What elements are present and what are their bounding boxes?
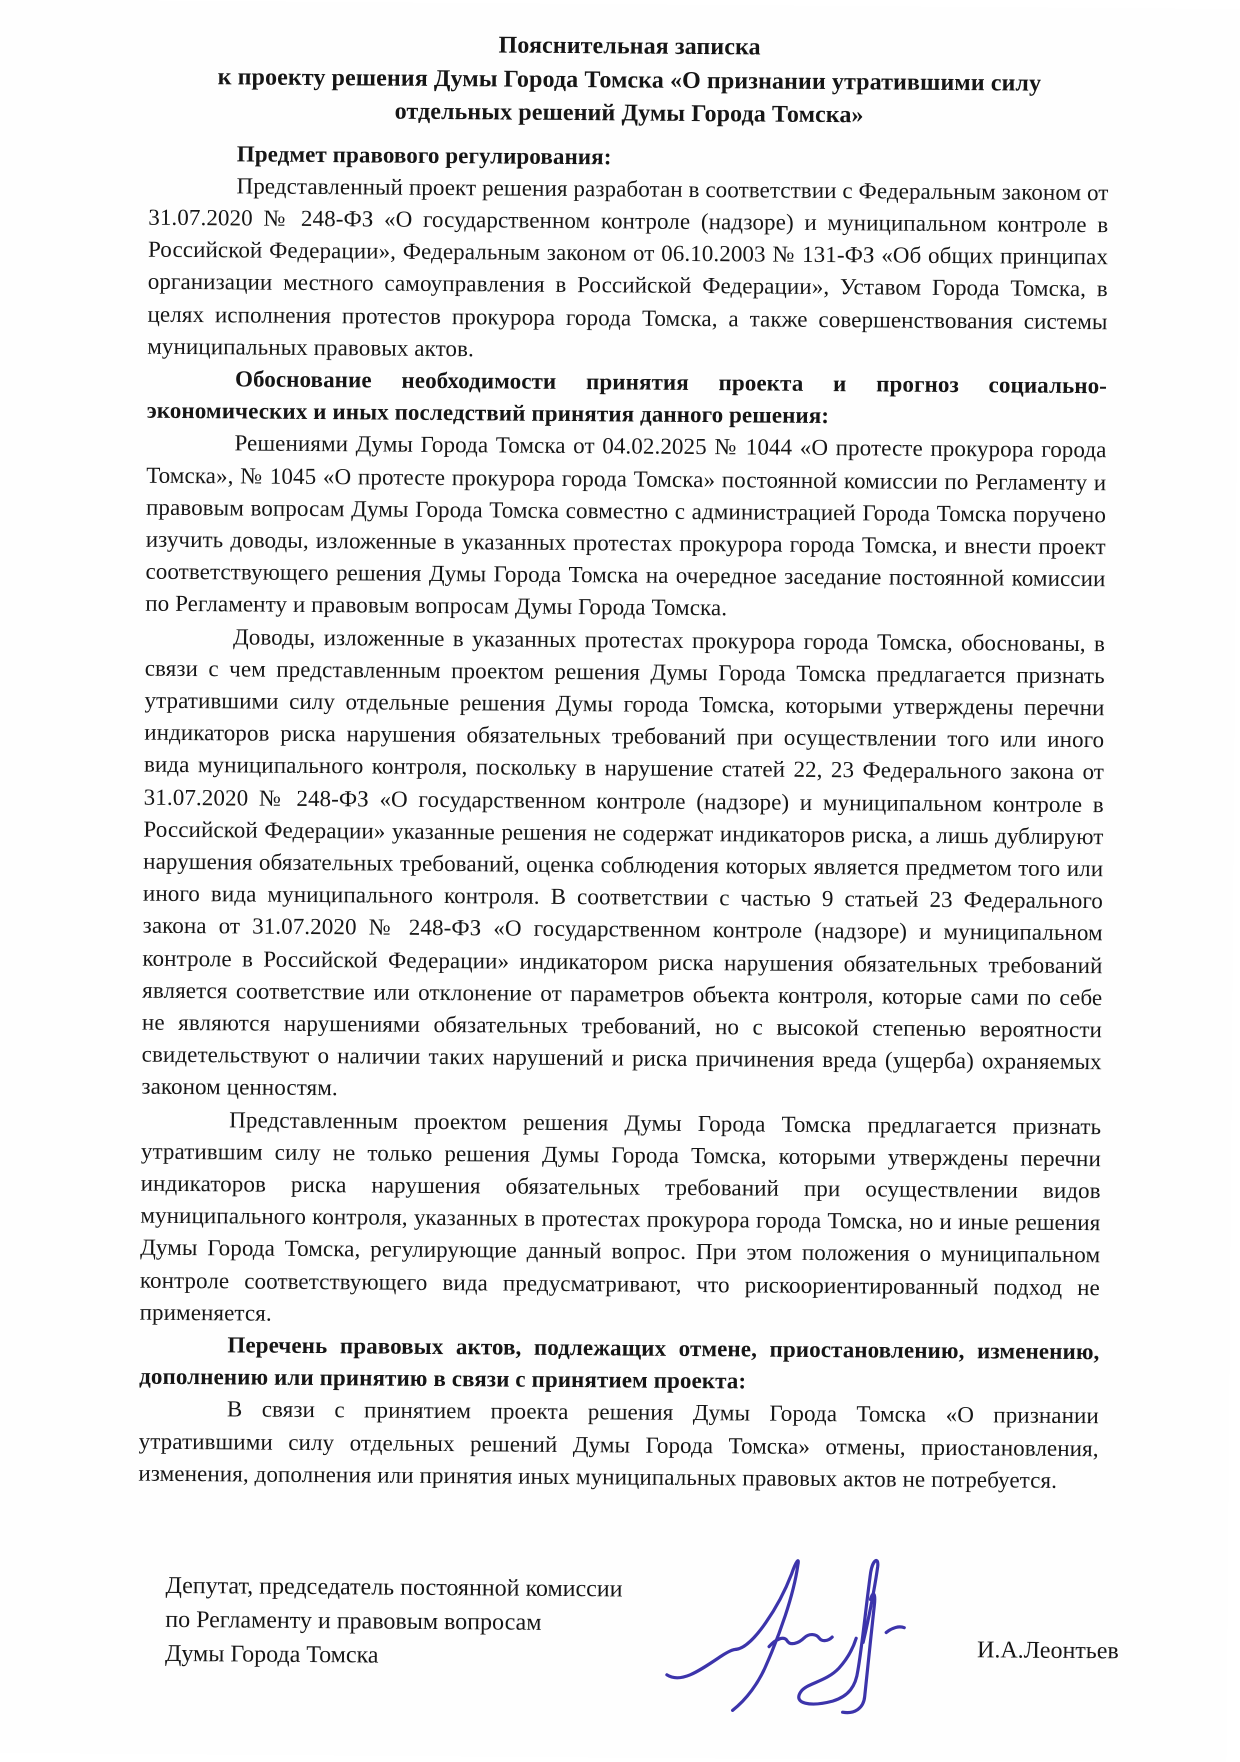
paragraph-proposal: Представленным проектом решения Думы Города Томска предлагается признать утратившим силу не только решения Думы Города Томска, которыми утверждены перечни индикаторов риска нарушения обязательных требований при осуществлении видов муниципального контроля, указанных в протестах прокурора города Томска, но и иные решения Думы Города Томска, регулирующие данный вопрос. При этом положения о муниципальном контроле соответствующего вида предусматривают, что рискоориентированный подход не применяется. xyxy=(139,1106,1102,1326)
signatory-position-line-2: по Регламенту и правовым вопросам xyxy=(165,1606,542,1636)
section-heading-justification: Обоснование необходимости принятия проекта и прогноз социально-экономических и иных последствий принятия данного решения: xyxy=(146,366,1108,429)
section-heading-acts-list: Перечень правовых актов, подлежащих отмене, приостановлению, изменению, дополнению или принятию в связи с принятием проекта: xyxy=(139,1332,1100,1394)
signatory-name: И.А.Леонтьев xyxy=(976,1637,1119,1665)
paragraph-no-other-acts: В связи с принятием проекта решения Думы Города Томска «О признании утратившими силу отдельных решений Думы Города Томска» отмены, приостановления, изменения, дополнения или принятия иных муниципальных правовых актов не потребуется. xyxy=(138,1396,1100,1493)
handwritten-signature xyxy=(622,1542,923,1729)
title-line-2: к проекту решения Думы Города Томска «О признании утратившими силу отдельных решений Думы Города Томска» xyxy=(217,63,1042,129)
paragraph-legal-basis: Представленный проект решения разработан в соответствии с Федеральным законом от 31.07.2020 № 248-ФЗ «О государственном контроле (надзоре) и муниципальном контроле в Российской Федерации», Федеральным законом от 06.10.2003 № 131-ФЗ «Об общих принципах организации местного самоуправления в Российской Федерации», Уставом Города Томска, в целях исполнения протестов прокурора города Томска, а также совершенствования системы муниципальных правовых актов. xyxy=(147,173,1109,361)
signatory-position-line-1: Депутат, председатель постоянной комиссии xyxy=(165,1572,623,1603)
title-line-1: Пояснительная записка xyxy=(498,32,761,61)
signature-strokes xyxy=(667,1559,905,1713)
paragraph-arguments: Доводы, изложенные в указанных протестах прокурора города Томска, обоснованы, в связи с чем представленным проектом решения Думы Города Томска предлагается признать утратившими силу отдельные решения Думы города Томска, которыми утверждены перечни индикаторов риска нарушения обязательных требований при осуществлении того или иного вида муниципального контроля, поскольку в нарушение статей 22, 23 Федерального закона от 31.07.2020 № 248-ФЗ «О государственном контроле (надзоре) и муниципальном контроле в Российской Федерации» указанные решения не содержат индикаторов риска, а лишь дублируют нарушения обязательных требований, оценка соблюдения которых является предметом того или иного вида муниципального контроля. В соответствии с частью 9 статьей 23 Федерального закона от 31.07.2020 № 248-ФЗ «О государственном контроле (надзоре) и муниципальном контроле в Российской Федерации» индикатором риска нарушения обязательных требований является соответствие или отклонение от параметров объекта контроля, которые сами по себе не являются нарушениями обязательных требований, но с высокой степенью вероятности свидетельствуют о наличии таких нарушений и риска причинения вреда (ущерба) охраняемых законом ценностям. xyxy=(141,623,1106,1101)
document-title xyxy=(162,27,1098,135)
signatory-position xyxy=(165,1569,623,1675)
document-body xyxy=(138,27,1109,1498)
signatory-position-line-3: Думы Города Томска xyxy=(164,1640,379,1669)
paragraph-duma-decisions: Решениями Думы Города Томска от 04.02.2025 № 1044 «О протесте прокурора города Томска», № 1045 «О протесте прокурора города Томска» постоянной комиссии по Регламенту и правовым вопросам Думы Города Томска совместно с администрацией Города Томска поручено изучить доводы, изложенные в указанных протестах прокурора города Томска, и внести проект соответствующего решения Думы Города Томска на очередное заседание постоянной комиссии по Регламенту и правовым вопросам Думы Города Томска. xyxy=(145,430,1107,621)
section-heading-subject: Предмет правового регулирования: xyxy=(236,140,612,169)
